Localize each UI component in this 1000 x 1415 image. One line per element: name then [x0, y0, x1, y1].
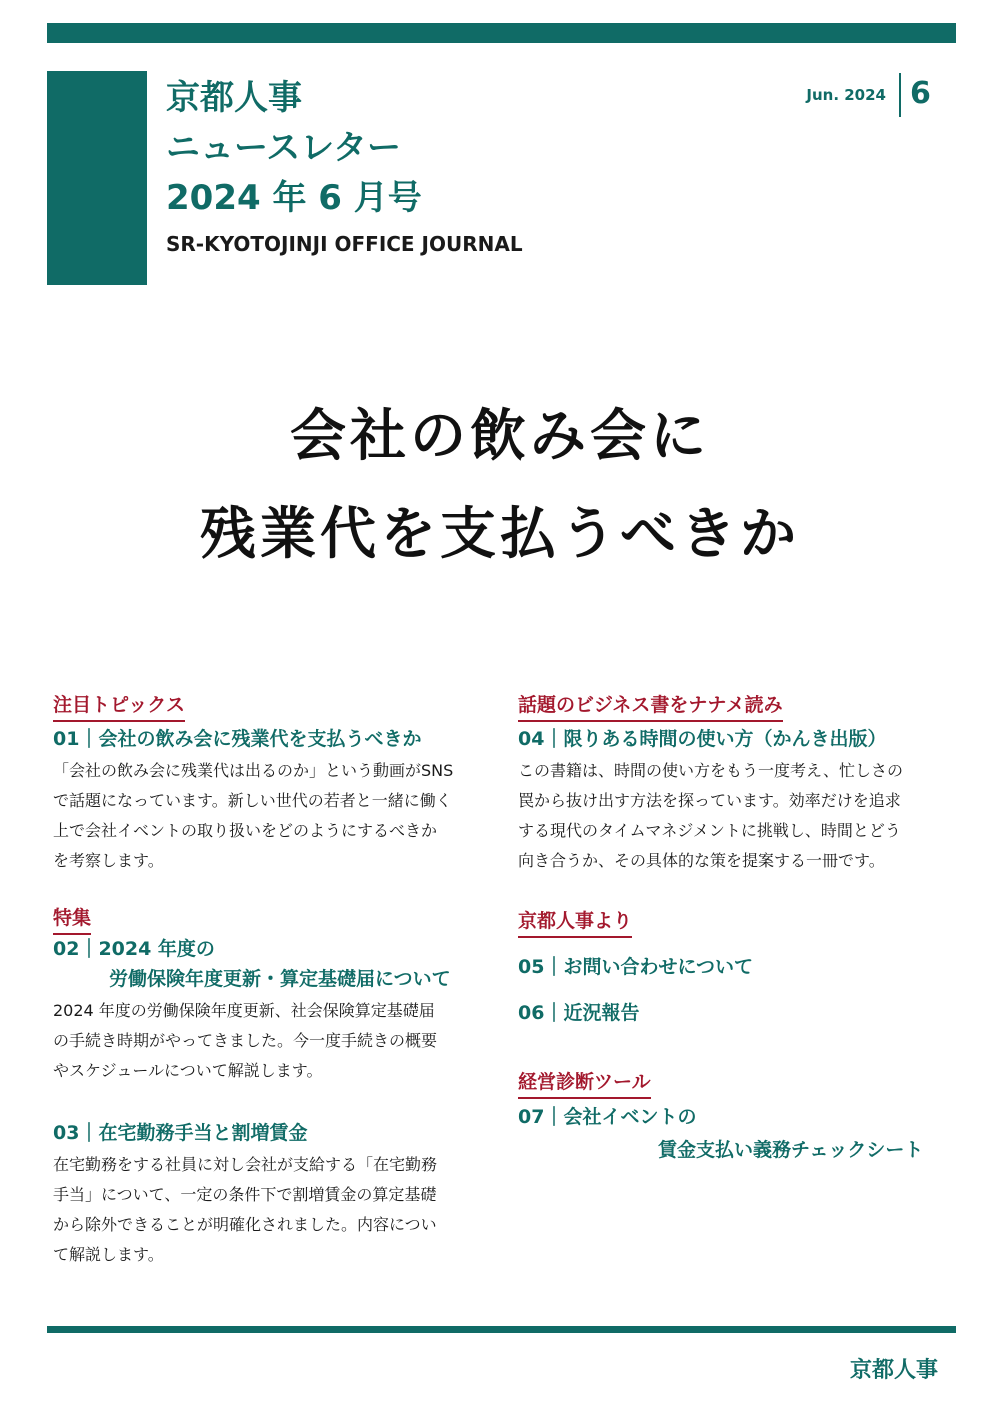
footer-name: 京都人事: [849, 1358, 938, 1383]
section-heading-diagnosis: 経営診断ツール: [518, 1069, 651, 1099]
body-line: 向き合うか、その具体的な策を提案する一冊です。: [518, 851, 885, 870]
headline-line-1: 会社の飲み会に: [290, 404, 710, 469]
body-line: 罠から抜け出す方法を探っています。効率だけを追求: [518, 791, 901, 810]
section-heading-feature: 特集: [53, 905, 91, 935]
body-line: から除外できることが明確化されました。内容につい: [53, 1215, 437, 1234]
masthead-title-3: 2024 年 6 月号: [166, 178, 422, 218]
body-line: で話題になっています。新しい世代の若者と一緒に働く: [53, 791, 452, 810]
masthead-subtitle: SR-KYOTOJINJI OFFICE JOURNAL: [166, 232, 523, 256]
body-line: の手続き時期がやってきました。今一度手続きの概要: [53, 1031, 438, 1050]
item-title-07-cont[interactable]: 賃金支払い義務チェックシート: [658, 1139, 924, 1161]
body-line: この書籍は、時間の使い方をもう一度考え、忙しさの: [518, 761, 903, 780]
top-bar: [47, 23, 956, 43]
body-line: 在宅勤務をする社員に対し会社が支給する「在宅勤務: [53, 1155, 438, 1174]
bottom-bar: [47, 1326, 956, 1333]
body-line: を考察します。: [53, 851, 164, 870]
section-heading-from-office: 京都人事より: [518, 908, 632, 938]
item-title-02-cont[interactable]: 労働保険年度更新・算定基礎届について: [109, 968, 451, 990]
masthead-title-2: ニュースレター: [166, 128, 401, 168]
body-line: する現代のタイムマネジメントに挑戦し、時間とどう: [518, 821, 901, 840]
issue-divider: [899, 73, 901, 117]
item-title-04[interactable]: 04｜限りある時間の使い方（かんき出版）: [518, 728, 887, 750]
item-title-02[interactable]: 02｜2024 年度の: [53, 938, 215, 960]
masthead-title-1: 京都人事: [166, 78, 302, 118]
body-line: 上で会社イベントの取り扱いをどのようにするべきか: [53, 821, 438, 840]
issue-date: Jun. 2024: [806, 86, 886, 104]
item-title-01[interactable]: 01｜会社の飲み会に残業代を支払うべきか: [53, 728, 422, 750]
item-title-05[interactable]: 05｜お問い合わせについて: [518, 956, 754, 978]
section-heading-topics: 注目トピックス: [53, 692, 185, 722]
header-block: [47, 71, 147, 285]
body-line: 「会社の飲み会に残業代は出るのか」という動画がSNS: [53, 761, 454, 780]
body-line: 手当」について、一定の条件下で割増賃金の算定基礎: [53, 1185, 437, 1204]
body-line: やスケジュールについて解説します。: [53, 1061, 323, 1080]
item-title-03[interactable]: 03｜在宅勤務手当と割増賃金: [53, 1122, 308, 1144]
section-heading-books: 話題のビジネス書をナナメ読み: [518, 692, 783, 722]
body-line: て解説します。: [53, 1245, 164, 1264]
item-title-07[interactable]: 07｜会社イベントの: [518, 1106, 697, 1128]
item-title-06[interactable]: 06｜近況報告: [518, 1002, 640, 1024]
headline-line-2: 残業代を支払うべきか: [200, 502, 800, 567]
issue-number: 6: [910, 76, 931, 111]
body-line: 2024 年度の労働保険年度更新、社会保険算定基礎届: [53, 1001, 435, 1020]
